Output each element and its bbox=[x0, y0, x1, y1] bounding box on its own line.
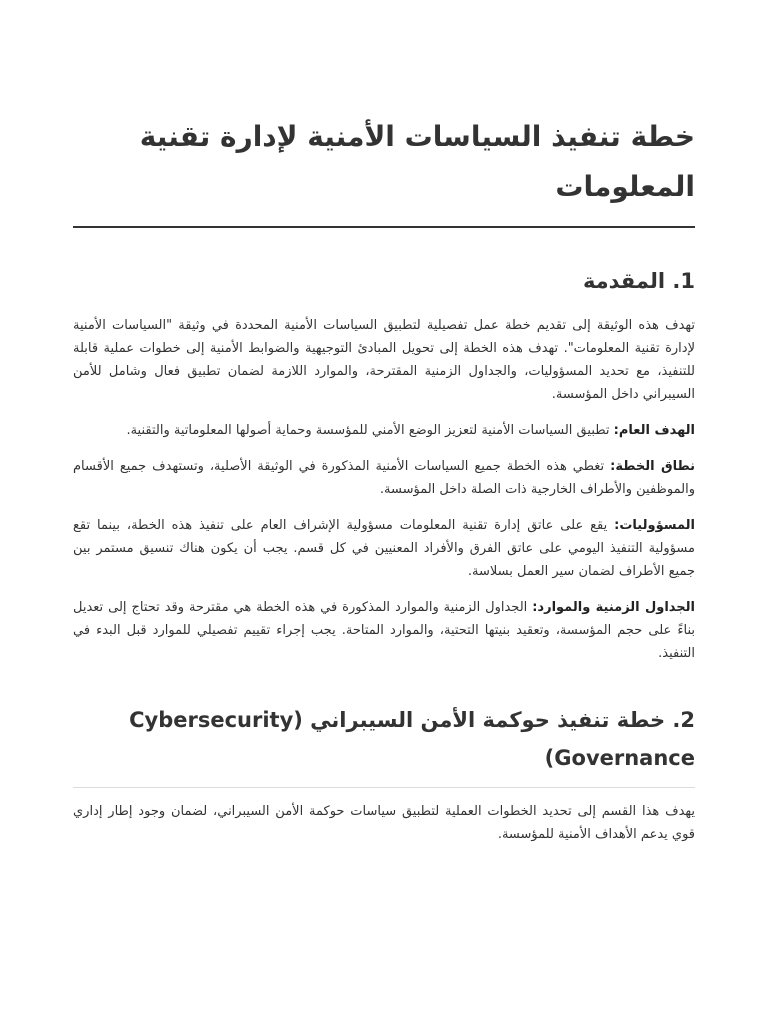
plan-scope-label: نطاق الخطة: bbox=[610, 459, 696, 474]
general-goal-paragraph bbox=[73, 419, 695, 442]
document-title: خطة تنفيذ السياسات الأمنية لإدارة تقنية المعلومات bbox=[73, 112, 695, 228]
general-goal-text: تطبيق السياسات الأمنية لتعزيز الوضع الأمني للمؤسسة وحماية أصولها المعلوماتية والتقنية. bbox=[126, 423, 614, 438]
section-2-heading: 2. خطة تنفيذ حوكمة الأمن السيبراني (Cybersecurity Governance) bbox=[73, 701, 695, 788]
responsibilities-text: يقع على عاتق إدارة تقنية المعلومات مسؤولية الإشراف العام على تنفيذ هذه الخطة، بينما تقع مسؤولية التنفيذ اليومي على عاتق الفرق والأفراد المعنيين في كل قسم. يجب أن يكون هناك تنسيق مستمر بين جميع الأطراف لضمان سير العمل بسلاسة. bbox=[73, 518, 695, 579]
general-goal-label: الهدف العام: bbox=[613, 423, 695, 438]
timelines-resources-text: الجداول الزمنية والموارد المذكورة في هذه الخطة هي مقترحة وقد تحتاج إلى تعديل بناءً على حجم المؤسسة، وتعقيد بنيتها التحتية، والموارد المتاحة. يجب إجراء تقييم تفصيلي للموارد قبل البدء في التنفيذ. bbox=[73, 600, 695, 661]
plan-scope-paragraph bbox=[73, 455, 695, 501]
timelines-resources-paragraph bbox=[73, 596, 695, 665]
section-1-intro-paragraph: تهدف هذه الوثيقة إلى تقديم خطة عمل تفصيلية لتطبيق السياسات الأمنية المحددة في وثيقة "السياسات الأمنية لإدارة تقنية المعلومات". تهدف هذه الخطة إلى تحويل المبادئ التوجيهية والضوابط الأمنية إلى خطوات عملية قابلة للتنفيذ، مع تحديد المسؤوليات، والجداول الزمنية المقترحة، والموارد اللازمة لضمان تطبيق فعال وشامل للأمن السيبراني داخل المؤسسة. bbox=[73, 318, 695, 402]
responsibilities-paragraph bbox=[73, 514, 695, 583]
plan-scope-text: تغطي هذه الخطة جميع السياسات الأمنية المذكورة في الوثيقة الأصلية، وتستهدف جميع الأقسام والموظفين والأطراف الخارجية ذات الصلة داخل المؤسسة. bbox=[73, 459, 695, 497]
timelines-resources-label: الجداول الزمنية والموارد: bbox=[532, 600, 695, 615]
section-1-heading: 1. المقدمة bbox=[582, 269, 695, 293]
responsibilities-label: المسؤوليات: bbox=[614, 518, 695, 533]
section-2-intro-paragraph: يهدف هذا القسم إلى تحديد الخطوات العملية لتطبيق سياسات حوكمة الأمن السيبراني، لضمان وجود إطار إداري قوي يدعم الأهداف الأمنية للمؤسسة. bbox=[73, 804, 695, 842]
